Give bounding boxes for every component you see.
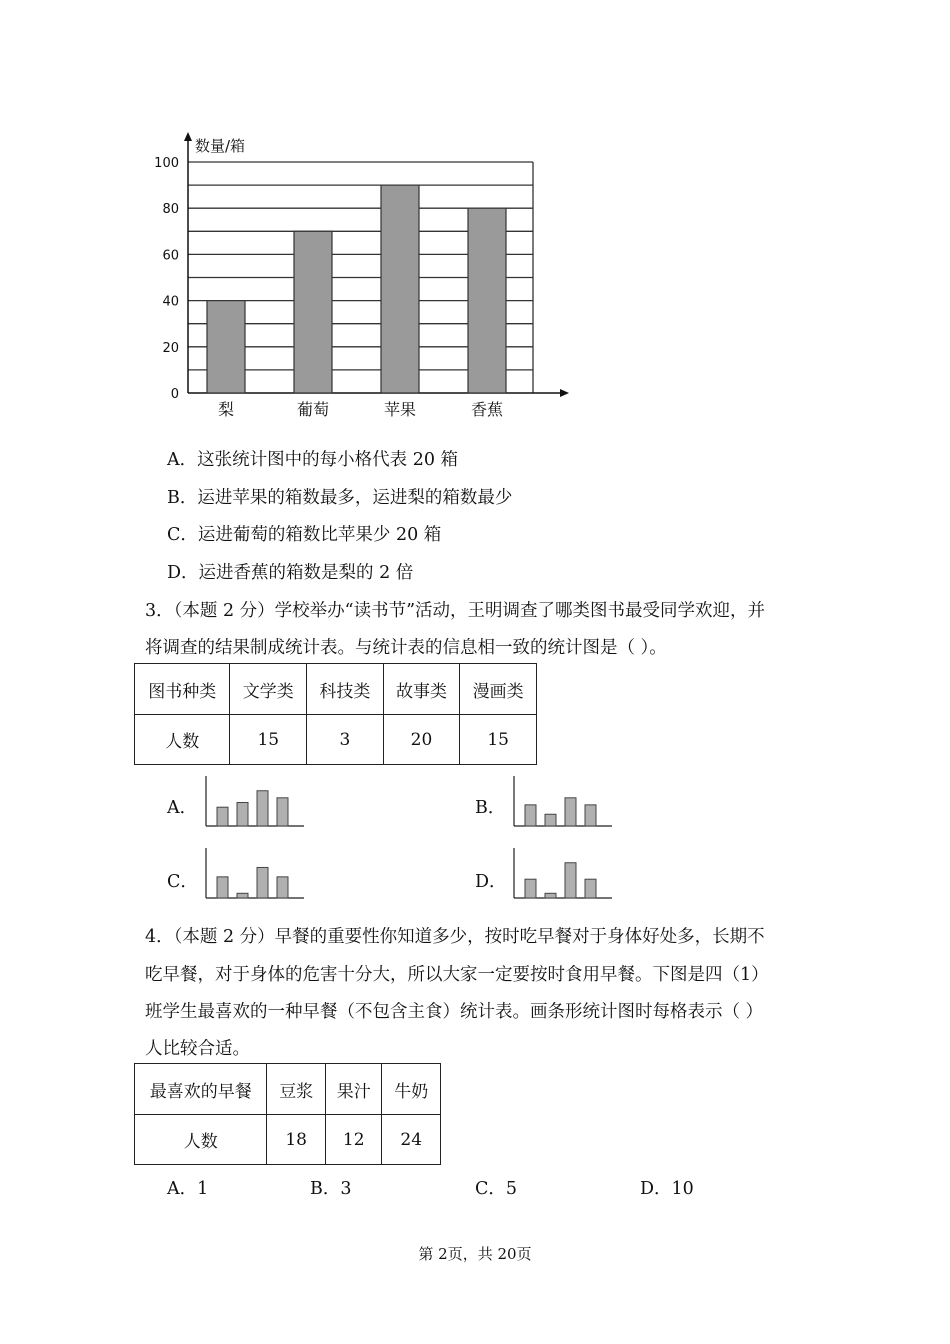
q4-table-header-row [135,1064,441,1115]
y-tick-label: 60 [162,248,179,264]
mini-bar [277,877,288,898]
q4-text-line-1: 4．（本题 2 分）早餐的重要性你知道多少，按时吃早餐对于身体好处多，长期不 [145,927,765,947]
bar-香蕉 [468,208,506,393]
q4-text-line-4: 人比较合适。 [145,1039,250,1059]
q3-table-cell: 科技类 [307,664,384,715]
mini-bar [257,867,268,898]
q3-option-b-label[interactable]: B． [475,798,506,818]
q3-table-cell: 15 [460,715,537,765]
q4-text-line-2: 吃早餐，对于身体的危害十分大，所以大家一定要按时食用早餐。下图是四（1） [145,965,769,985]
bar-苹果 [381,185,419,393]
q3-table-cell: 3 [307,715,384,765]
q3-option-d-label[interactable]: D． [475,872,507,892]
q4-table-data-row [135,1115,441,1165]
y-tick-label: 100 [154,156,179,171]
bar-梨 [207,301,245,393]
q3-option-b-mini-chart[interactable] [508,774,618,830]
q4-table-cell: 人数 [135,1115,267,1165]
q4-table-cell: 豆浆 [267,1064,326,1115]
x-category-label: 葡萄 [296,400,330,419]
mini-bar [565,798,576,826]
q3-table-cell: 20 [383,715,460,765]
y-axis-arrow [184,132,192,141]
y-tick-label: 80 [162,202,179,218]
q4-option-d[interactable]: D．10 [640,1179,694,1199]
q2-option-b[interactable]: B．运进苹果的箱数最多，运进梨的箱数最少 [167,488,513,508]
bar-葡萄 [294,231,332,393]
mini-bar [565,863,576,898]
q2-option-d[interactable]: D．运进香蕉的箱数是梨的 2 倍 [167,563,414,583]
q3-table-data-row [135,715,537,765]
mini-bar [525,805,536,826]
q2-option-c[interactable]: C．运进葡萄的箱数比苹果少 20 箱 [167,525,442,545]
q3-table-cell: 故事类 [383,664,460,715]
mini-bar [525,879,536,898]
q3-table-cell: 人数 [135,715,230,765]
mini-bar [277,798,288,826]
y-axis-label: 数量/箱 [195,137,246,155]
q4-table-cell: 牛奶 [382,1064,441,1115]
q2-bar-chart [150,125,580,425]
q3-book-table [134,663,537,765]
q3-option-a-mini-chart[interactable] [200,774,310,830]
q4-table-cell: 24 [382,1115,441,1165]
q2-option-a[interactable]: A．这张统计图中的每小格代表 20 箱 [167,450,459,470]
q3-option-d-mini-chart[interactable] [508,846,618,902]
mini-bar [545,814,556,826]
mini-bar [257,791,268,826]
x-category-label: 香蕉 [470,400,504,419]
page-footer: 第 2页，共 20页 [418,1245,532,1263]
q3-table-cell: 15 [230,715,307,765]
q4-table-cell: 最喜欢的早餐 [135,1064,267,1115]
q4-text-line-3: 班学生最喜欢的一种早餐（不包含主食）统计表。画条形统计图时每格表示（ ） [145,1002,764,1022]
q4-option-b[interactable]: B．3 [310,1179,352,1199]
x-axis-arrow [560,389,569,397]
q4-option-c[interactable]: C．5 [475,1179,518,1199]
mini-bar [585,879,596,898]
q4-table-cell: 果汁 [325,1064,382,1115]
q3-text-line-2: 将调查的结果制成统计表。与统计表的信息相一致的统计图是（ ）。 [145,638,667,658]
q3-table-cell: 漫画类 [460,664,537,715]
mini-bar [237,803,248,827]
mini-bar [585,805,596,826]
q4-table-cell: 18 [267,1115,326,1165]
q4-option-a[interactable]: A．1 [167,1179,209,1199]
q3-table-cell: 文学类 [230,664,307,715]
y-tick-label: 0 [170,387,179,402]
q3-option-c-mini-chart[interactable] [200,846,310,902]
q3-option-a-label[interactable]: A． [167,798,198,818]
mini-bar [237,893,248,898]
mini-bar [545,893,556,898]
x-category-label: 苹果 [383,400,417,419]
mini-bar [217,877,228,898]
q4-breakfast-table [134,1063,441,1165]
y-tick-label: 20 [162,340,179,356]
y-tick-label: 40 [162,294,179,310]
x-category-label: 梨 [217,400,235,419]
q4-table-cell: 12 [325,1115,382,1165]
q3-option-c-label[interactable]: C． [167,872,198,892]
q3-text-line-1: 3．（本题 2 分）学校举办“读书节”活动，王明调查了哪类图书最受同学欢迎，并 [145,601,766,621]
q3-table-header-row [135,664,537,715]
q3-table-cell: 图书种类 [135,664,230,715]
mini-bar [217,807,228,826]
